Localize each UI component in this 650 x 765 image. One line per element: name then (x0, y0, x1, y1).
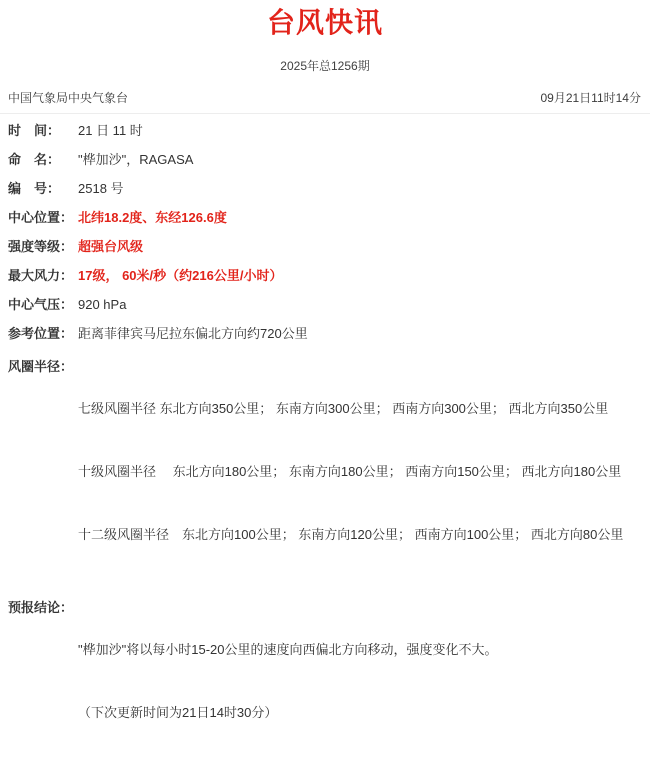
field-label: 时 间： (8, 123, 61, 138)
field-label: 命 名： (8, 152, 61, 167)
meta-row (0, 89, 650, 114)
field-label: 最大风力： (8, 268, 74, 283)
field-label: 中心位置： (8, 210, 74, 225)
field-value: 17级， 60米/秒（约216公里/小时） (78, 268, 283, 283)
field-row-wind-circle-radii (8, 356, 642, 587)
field-label: 中心气压： (8, 297, 74, 312)
field-label: 强度等级： (8, 239, 74, 254)
field-label: 参考位置： (8, 326, 74, 341)
field-value: 920 hPa (78, 297, 127, 312)
field-value (78, 356, 642, 587)
field-row-name (8, 153, 642, 166)
field-label: 预报结论： (8, 600, 74, 615)
wind-radius-line-level12: 十二级风圈半径 东北方向100公里； 东南方向120公里； 西南方向100公里； 西北方向80公里 (78, 527, 624, 542)
issue-number: 2025年总1256期 (280, 59, 370, 73)
agency-name: 中国气象局中央气象台 (8, 91, 129, 105)
forecast-text: "桦加沙"将以每小时15-20公里的速度向西偏北方向移动，强度变化不大。 (78, 642, 498, 657)
field-value (78, 597, 642, 765)
field-value: 北纬18.2度、东经126.6度 (78, 210, 227, 225)
field-row-time (8, 124, 642, 137)
bulletin-fields (0, 114, 650, 765)
field-row-center-pressure (8, 298, 642, 311)
field-row-center-position (8, 211, 642, 224)
field-value: 超强台风级 (78, 239, 144, 254)
field-row-number (8, 182, 642, 195)
field-row-intensity (8, 240, 642, 253)
field-row-max-wind (8, 269, 642, 282)
next-update-note: （下次更新时间为21日14时30分） (78, 705, 278, 720)
field-value: 距离菲律宾马尼拉东偏北方向约720公里 (78, 326, 308, 341)
wind-radius-line-level7: 七级风圈半径 东北方向350公里； 东南方向300公里； 西南方向300公里； 西北方向350公里 (78, 401, 609, 416)
field-label: 风圈半径： (8, 359, 74, 374)
field-value: "桦加沙"，RAGASA (78, 152, 194, 167)
page-title: 台风快讯 (266, 7, 383, 38)
field-value: 2518 号 (78, 181, 124, 196)
issued-timestamp: 09月21日11时14分 (540, 91, 641, 105)
field-row-forecast-conclusion (8, 597, 642, 765)
field-value: 21 日 11 时 (78, 123, 143, 138)
field-label: 编 号： (8, 181, 61, 196)
wind-radius-line-level10: 十级风圈半径 东北方向180公里； 东南方向180公里； 西南方向150公里； 西北方向180公里 (78, 464, 622, 479)
field-row-reference-position (8, 327, 642, 340)
